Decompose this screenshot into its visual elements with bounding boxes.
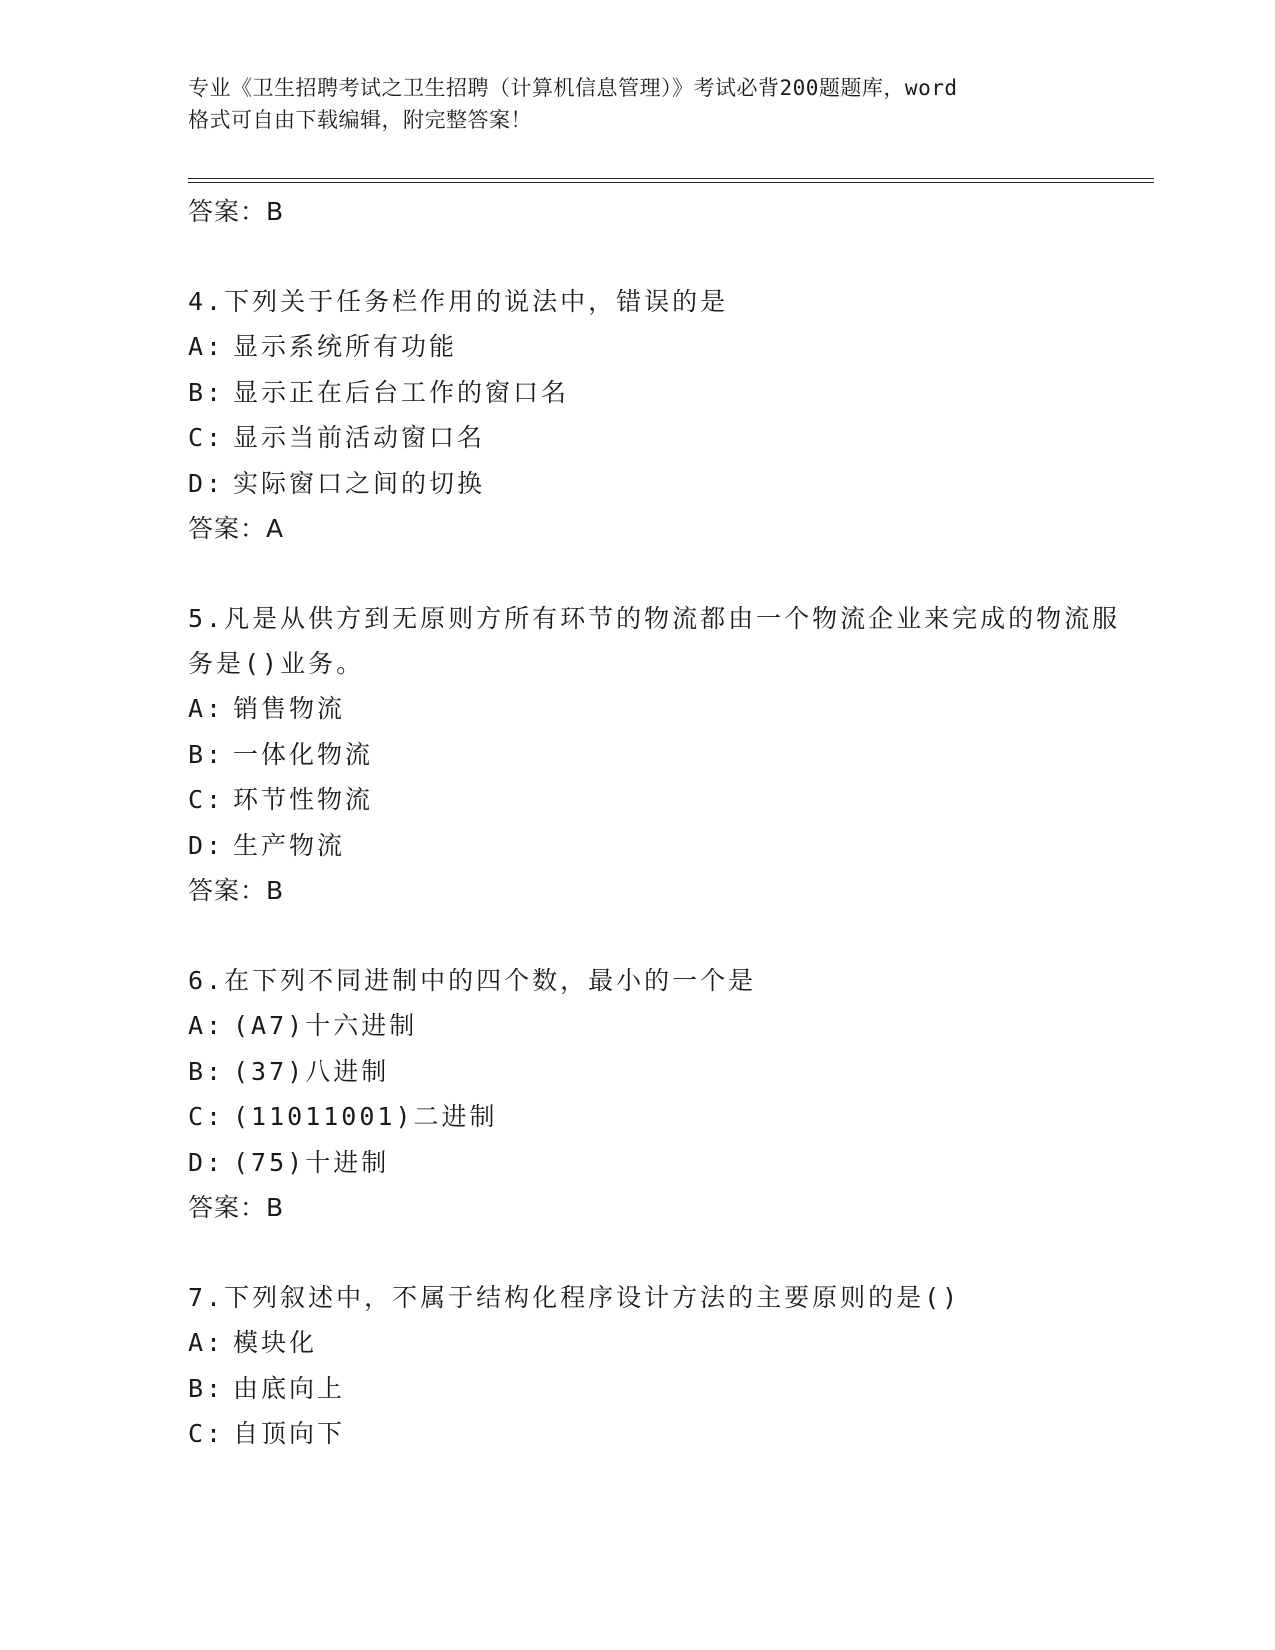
option-text: (11011001)二进制 (233, 1102, 498, 1131)
option-key: B: (188, 1373, 225, 1403)
document-body (188, 189, 1138, 1457)
question-text: 7.下列叙述中，不属于结构化程序设计方法的主要原则的是() (188, 1283, 961, 1312)
option-text: 显示正在后台工作的窗口名 (233, 377, 570, 407)
header-line-1: 专业《卫生招聘考试之卫生招聘（计算机信息管理）》考试必背200题题库，word (188, 76, 958, 100)
header-line-2: 格式可自由下载编辑，附完整答案！ (188, 108, 532, 132)
option-item (188, 1366, 1138, 1412)
option-text: 显示系统所有功能 (233, 332, 458, 361)
option-text: 由底向上 (233, 1373, 346, 1403)
option-key: A: (188, 694, 225, 723)
option-text: 环节性物流 (233, 785, 374, 814)
option-item (188, 1411, 1138, 1457)
option-text: 模块化 (233, 1328, 318, 1357)
option-item (188, 1320, 1138, 1366)
option-item (188, 1003, 1138, 1049)
answer-line: 答案：B (188, 876, 285, 905)
option-key: C: (188, 423, 225, 452)
option-text: (A7)十六进制 (233, 1011, 418, 1040)
option-text: 销售物流 (233, 694, 346, 723)
option-item (188, 1140, 1138, 1186)
option-key: D: (188, 1147, 225, 1177)
option-key: B: (188, 739, 225, 769)
option-text: 生产物流 (233, 830, 346, 860)
option-text: 显示当前活动窗口名 (233, 423, 486, 452)
question-block (188, 1275, 1138, 1457)
option-key: D: (188, 468, 225, 498)
option-key: B: (188, 1056, 225, 1086)
option-text: (37)八进制 (233, 1056, 390, 1086)
option-key: D: (188, 830, 225, 860)
option-item (188, 461, 1138, 507)
option-item (188, 777, 1138, 823)
option-key: A: (188, 332, 225, 361)
option-item (188, 823, 1138, 869)
option-key: B: (188, 377, 225, 407)
option-text: 自顶向下 (233, 1419, 346, 1448)
question-block (188, 596, 1138, 913)
question-block (188, 279, 1138, 551)
option-key: C: (188, 785, 225, 814)
option-text: (75)十进制 (233, 1147, 390, 1177)
option-item (188, 415, 1138, 461)
question-block (188, 958, 1138, 1230)
option-item (188, 324, 1138, 370)
answer-line: 答案：B (188, 1193, 285, 1222)
option-key: C: (188, 1419, 225, 1448)
question-text: 5.凡是从供方到无原则方所有环节的物流都由一个物流企业来完成的物流服务是()业务。 (188, 604, 1121, 678)
option-item (188, 1049, 1138, 1095)
answer-line: 答案：B (188, 197, 285, 226)
option-item (188, 370, 1138, 416)
question-text: 4.下列关于任务栏作用的说法中，错误的是 (188, 287, 729, 316)
option-key: A: (188, 1011, 225, 1040)
option-item (188, 1094, 1138, 1140)
option-text: 一体化物流 (233, 739, 374, 769)
question-text: 6.在下列不同进制中的四个数，最小的一个是 (188, 966, 757, 995)
answer-line: 答案：A (188, 514, 285, 543)
header-divider (188, 178, 1154, 183)
option-key: C: (188, 1102, 225, 1131)
option-item (188, 686, 1138, 732)
option-key: A: (188, 1328, 225, 1357)
option-text: 实际窗口之间的切换 (233, 468, 486, 498)
document-header (188, 72, 1088, 136)
option-item (188, 732, 1138, 778)
